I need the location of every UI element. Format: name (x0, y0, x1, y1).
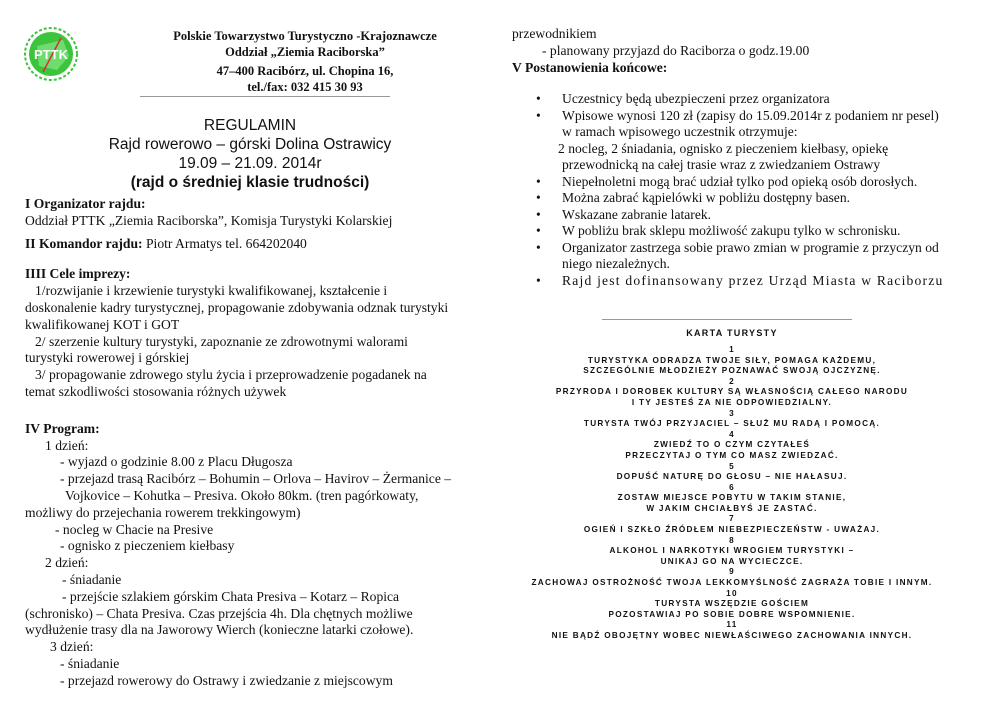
rule-number: 5 (729, 461, 735, 471)
provision-item (512, 273, 972, 290)
address-line: 47–400 Racibórz, ul. Chopina 16, (216, 64, 394, 78)
program-line: - przejazd trasą Racibórz – Bohumin – Orlova – Havirov – Żermanice – (60, 471, 452, 487)
commander-text: Piotr Armatys tel. 664202040 (142, 235, 307, 251)
organization-name (145, 28, 465, 60)
provision-item (512, 141, 972, 174)
program-line: - nocleg w Chacie na Presive (55, 521, 214, 537)
final-provisions-list (512, 91, 972, 289)
rule-text: ZOSTAW MIEJSCE POBYTU W TAKIM STANIE, (617, 493, 847, 503)
rule-text: NIE BĄDŹ OBOJĘTNY WOBEC NIEWŁAŚCIWEGO ZACHOWANIA INNYCH. (551, 631, 913, 641)
rule-number: 2 (729, 376, 735, 386)
program-line: - planowany przyjazd do Raciborza o godz.19.00 (542, 42, 810, 58)
goals-heading: IIII Cele imprezy: (25, 266, 131, 282)
rule-text: SZCZEGÓLNIE MŁODZIEŻY POZNAWAĆ SWOJĄ OJCZYZNĘ. (583, 366, 881, 376)
rule-number: 3 (729, 408, 735, 418)
provision-item (512, 91, 972, 108)
goal-line: turystyki rowerowej i górskiej (25, 350, 190, 366)
provision-line: • Wskazane zabranie latarek. (562, 206, 712, 222)
rule-number: 11 (726, 620, 738, 630)
provision-line: • Wpisowe wynosi 120 zł (zapisy do 15.09.2014r z podaniem nr pesel) (562, 107, 939, 123)
karta-turysty (512, 328, 952, 641)
document-title-block (65, 116, 435, 192)
program-line: - śniadanie (60, 655, 120, 671)
rule-text: W JAKIM CHCIAŁBYŚ JE ZASTAĆ. (646, 503, 818, 513)
program-line: 3 dzień: (50, 639, 94, 655)
rule-number: 7 (729, 514, 735, 524)
goals-list (25, 283, 495, 401)
svg-text:PTTK: PTTK (34, 47, 68, 62)
program-line: - wyjazd o godzinie 8.00 z Placu Długosza (60, 454, 293, 470)
rule-text: ZACHOWAJ OSTROŻNOŚĆ TWOJA LEKKOMYŚLNOŚĆ ZAGRAŻA TOBIE I INNYM. (531, 578, 933, 588)
provision-item (512, 207, 972, 224)
provision-line: • Organizator zastrzega sobie prawo zmian w programie z przyczyn od (562, 239, 939, 255)
rule-text: TURYSTA WSZĘDZIE GOŚCIEM (654, 599, 810, 609)
document-title: REGULAMIN (203, 117, 297, 134)
karta-rules (512, 345, 952, 642)
program-line: wydłużenie trasy dla na Jaworowy Wierch (konieczne latarki czołowe). (25, 622, 414, 638)
program-line: (schronisko) – Chata Presiva. Czas przejścia 4h. Dla chętnych możliwe (25, 605, 413, 621)
document-subtitle: Rajd rowerowo – górski Dolina Ostrawicy (108, 136, 392, 153)
rule-text: PRZYRODA I DOROBEK KULTURY SĄ WŁASNOŚCIĄ CAŁEGO NARODU (555, 387, 909, 397)
provision-line: • W pobliżu brak sklepu możliwość zakupu tylko w schronisku. (562, 223, 901, 239)
address-line: tel./fax: 032 415 30 93 (247, 80, 363, 94)
rule-text: UNIKAJ GO NA WYCIECZCE. (660, 556, 804, 566)
program-line: przewodnikiem (512, 26, 597, 41)
commander-heading: II Komandor rajdu: (25, 235, 143, 251)
goal-line: 1/rozwijanie i krzewienie turystyki kwalifikowanej, kształcenie i (35, 283, 388, 299)
pttk-logo-icon (23, 26, 79, 82)
provision-line: • Uczestnicy będą ubezpieczeni przez organizatora (562, 91, 830, 107)
org-line: Oddział „Ziemia Raciborska” (225, 45, 385, 59)
org-line: Polskie Towarzystwo Turystyczno -Krajoznawcze (173, 29, 437, 43)
goal-line: 3/ propagowanie zdrowego stylu życia i przeprowadzenie pogadanek na (35, 367, 427, 383)
rule-text: PRZECZYTAJ O TYM CO MASZ ZWIEDZAĆ. (625, 450, 839, 460)
rule-text: I TY JESTEŚ ZA NIE ODPOWIEDZIALNY. (631, 397, 833, 407)
rule-number: 1 (729, 344, 735, 354)
organizer-text: Oddział PTTK „Ziemia Raciborska”, Komisja Turystyki Kolarskiej (25, 212, 393, 228)
organizer-heading: I Organizator rajdu: (25, 196, 146, 211)
rule-text: TURYSTYKA ODRADZA TWOJE SIŁY, POMAGA KAŻDEMU, (587, 355, 877, 365)
program-line: - przejazd rowerowy do Ostrawy i zwiedzanie z miejscowym (60, 672, 393, 688)
rule-number: 9 (729, 567, 735, 577)
goal-line: kwalifikowanej KOT i GOT (25, 316, 180, 332)
program-line: - śniadanie (62, 571, 122, 587)
goal-line: 2/ szerzenie kultury turystyki, zapoznanie ze zdrowotnymi walorami (35, 333, 408, 349)
provision-line: • Rajd jest dofinansowany przez Urząd Miasta w Raciborzu (562, 272, 944, 288)
provision-item (512, 108, 972, 141)
provision-line: przewodnicką na całej trasie wraz z zwiedzaniem Ostrawy (562, 157, 881, 173)
rule-number: 6 (729, 482, 735, 492)
rule-number: 4 (729, 429, 735, 439)
provision-line: w ramach wpisowego uczestnik otrzymuje: (562, 124, 798, 140)
provision-item (512, 223, 972, 240)
rule-text: TURYSTA TWÓJ PRZYJACIEL – SŁUŻ MU RADĄ I POMOCĄ. (583, 419, 881, 429)
program-line: - przejście szlakiem górskim Chata Presiva – Kotarz – Ropica (62, 588, 400, 604)
provision-line: • Niepełnoletni mogą brać udział tylko pod opieką osób dorosłych. (562, 173, 918, 189)
goal-line: doskonalenie kadry turystycznej, propagowanie zdobywania odznak turystyki (25, 299, 449, 315)
difficulty-level: (rajd o średniej klasie trudności) (130, 174, 370, 191)
provision-line: • Można zabrać kąpielówki w pobliżu dostępny basen. (562, 190, 851, 206)
final-provisions-heading: V Postanowienia końcowe: (512, 59, 668, 75)
commander-line (25, 236, 495, 253)
provision-line: 2 nocleg, 2 śniadania, ognisko z pieczeniem kiełbasy, opiekę (558, 140, 889, 156)
header-divider (140, 96, 390, 97)
provision-item (512, 240, 972, 273)
program-list (25, 438, 495, 690)
karta-divider (602, 319, 852, 320)
program-heading: IV Program: (25, 420, 100, 436)
rule-text: DOPUŚĆ NATURĘ DO GŁOSU – NIE HAŁASUJ. (616, 472, 848, 482)
provision-line: niego niezależnych. (562, 256, 670, 272)
right-column (512, 26, 972, 642)
organization-address (145, 63, 465, 95)
program-line: Vojkovice – Kohutka – Presiva. Około 80km. (tren pagórkowaty, (65, 487, 419, 503)
event-dates: 19.09 – 21.09. 2014r (178, 155, 322, 172)
rule-number: 8 (729, 535, 735, 545)
sections (25, 196, 495, 690)
rule-number: 10 (726, 588, 738, 598)
rule-text: ZWIEDŹ TO O CZYM CZYTAŁEŚ (653, 440, 811, 450)
program-line: 2 dzień: (45, 555, 89, 571)
program-line: możliwy do przejechania rowerem trekkingowym) (25, 504, 301, 520)
program-line: 1 dzień: (45, 437, 89, 453)
karta-title: KARTA TURYSTY (686, 328, 778, 339)
goal-line: temat szkodliwości stosowania różnych używek (25, 383, 287, 399)
rule-text: POZOSTAWIAJ PO SOBIE DOBRE WSPOMNIENIE. (608, 609, 856, 619)
provision-item (512, 174, 972, 191)
rule-text: OGIEŃ I SZKŁO ŹRÓDŁEM NIEBEZPIECZEŃSTW - UWAŻAJ. (583, 525, 881, 535)
program-line: - ognisko z pieczeniem kiełbasy (60, 538, 235, 554)
rule-text: ALKOHOL I NARKOTYKI WROGIEM TURYSTYKI – (609, 546, 855, 556)
provision-item (512, 190, 972, 207)
